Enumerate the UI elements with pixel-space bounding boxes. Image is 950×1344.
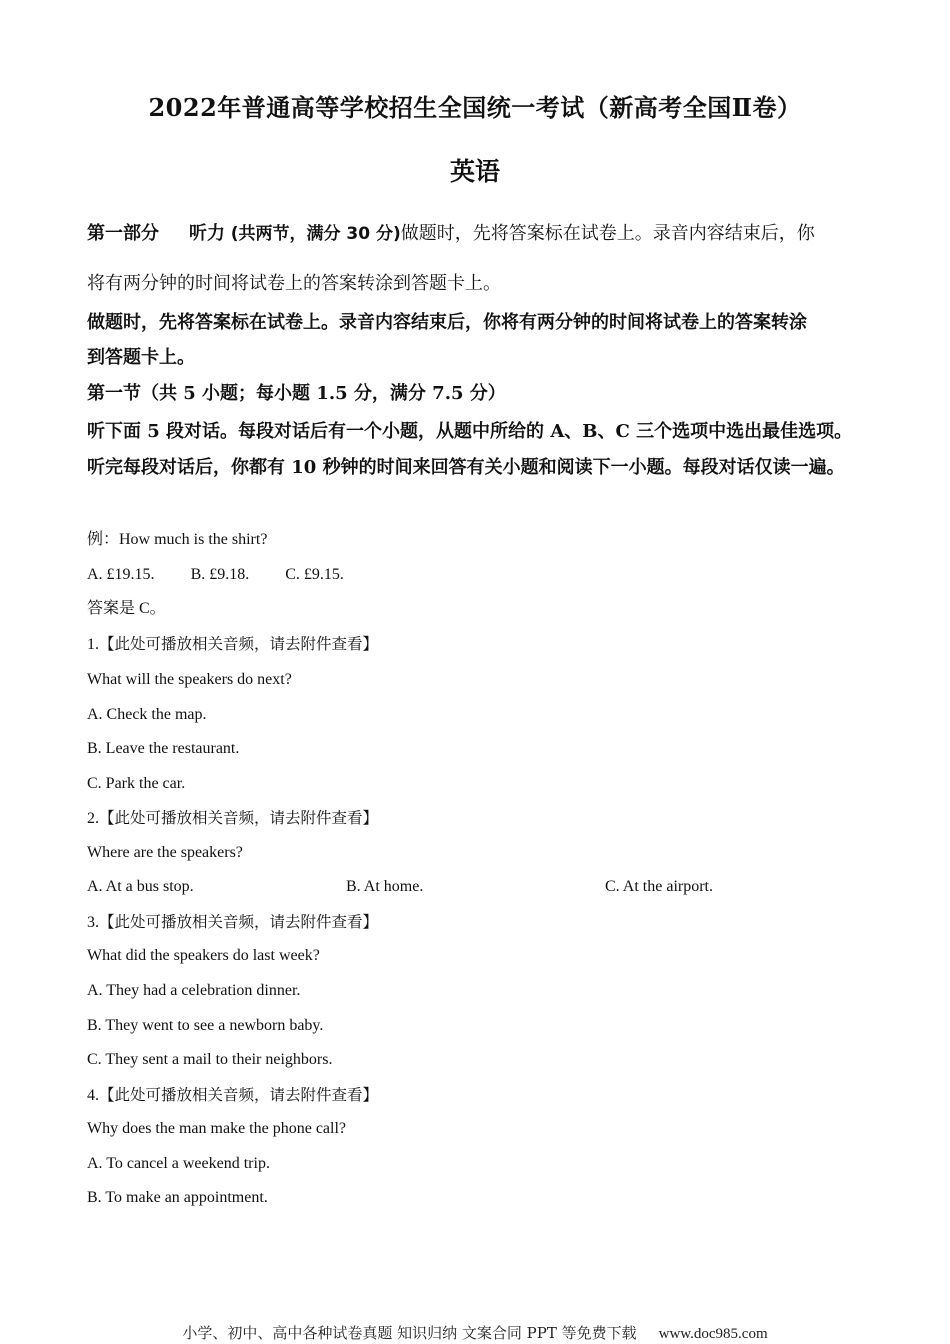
example-question: 例：How much is the shirt? <box>87 531 268 548</box>
question-number: 2. <box>87 810 99 827</box>
part1-intro-line1: 做题时，先将答案标在试卷上。录音内容结束后，你 <box>400 223 815 244</box>
part1-intro-line2: 将有两分钟的时间将试卷上的答案转涂到答题卡上。 <box>87 273 501 294</box>
question-number: 3. <box>87 914 99 931</box>
question-2-option-a: A. At a bus stop. <box>87 878 194 895</box>
question-1-option-b: B. Leave the restaurant. <box>87 740 240 757</box>
footer-url[interactable]: www.doc985.com <box>658 1326 768 1342</box>
question-4-option-b: B. To make an appointment. <box>87 1189 268 1206</box>
question-1-option-a: A. Check the map. <box>87 706 207 723</box>
question-1-option-c: C. Park the car. <box>87 775 186 792</box>
question-4-audio <box>87 1083 378 1108</box>
example-answer: 答案是 C。 <box>87 600 166 617</box>
audio-note: 【此处可播放相关音频，请去附件查看】 <box>99 913 379 931</box>
question-3-audio <box>87 910 378 935</box>
part1-bold-line1: 做题时，先将答案标在试卷上。录音内容结束后，你将有两分钟的时间将试卷上的答案转涂 <box>87 312 807 333</box>
page-title: 2022年普通高等学校招生全国统一考试（新高考全国Ⅱ卷） <box>148 93 802 122</box>
section1-heading: 第一节（共 5 小题；每小题 1.5 分，满分 7.5 分） <box>87 383 506 404</box>
example-option-a: A. £19.15. <box>87 566 155 583</box>
question-3-stem: What did the speakers do last week? <box>87 947 320 964</box>
part1-header <box>87 222 815 246</box>
question-1-stem: What will the speakers do next? <box>87 671 292 688</box>
example-option-b: B. £9.18. <box>190 566 250 583</box>
question-1-audio <box>87 633 378 657</box>
question-3-option-c: C. They sent a mail to their neighbors. <box>87 1051 333 1068</box>
part1-score: (共两节，满分 30 分) <box>230 224 401 244</box>
question-2-stem: Where are the speakers? <box>87 844 243 861</box>
question-3-option-b: B. They went to see a newborn baby. <box>87 1017 324 1034</box>
question-2-option-b: B. At home. <box>346 878 424 895</box>
part1-bold-line2: 到答题卡上。 <box>87 347 195 368</box>
example-options <box>87 563 344 587</box>
instructions-line2: 听完每段对话后，你都有 10 秒钟的时间来回答有关小题和阅读下一小题。每段对话仅读一遍。 <box>87 457 845 478</box>
question-4-stem: Why does the man make the phone call? <box>87 1120 347 1137</box>
question-number: 4. <box>87 1087 99 1104</box>
footer-text: 小学、初中、高中各种试卷真题 知识归纳 文案合同 PPT 等免费下载 <box>182 1324 637 1342</box>
audio-note: 【此处可播放相关音频，请去附件查看】 <box>99 636 379 653</box>
question-2-option-c: C. At the airport. <box>605 878 713 895</box>
part1-heading-listening: 听力 <box>189 223 225 244</box>
part1-heading: 第一部分 <box>87 223 159 244</box>
audio-note: 【此处可播放相关音频，请去附件查看】 <box>99 1086 379 1104</box>
instructions-line1: 听下面 5 段对话。每段对话后有一个小题，从题中所给的 A、B、C 三个选项中选出最佳选项。 <box>87 421 853 442</box>
example-option-c: C. £9.15. <box>285 566 344 583</box>
question-number: 1. <box>87 636 99 653</box>
question-4-option-a: A. To cancel a weekend trip. <box>87 1155 270 1172</box>
page-footer <box>0 1322 950 1343</box>
question-3-option-a: A. They had a celebration dinner. <box>87 982 301 999</box>
question-2-audio <box>87 806 378 831</box>
audio-note: 【此处可播放相关音频，请去附件查看】 <box>99 809 379 827</box>
subject-heading: 英语 <box>449 157 500 186</box>
